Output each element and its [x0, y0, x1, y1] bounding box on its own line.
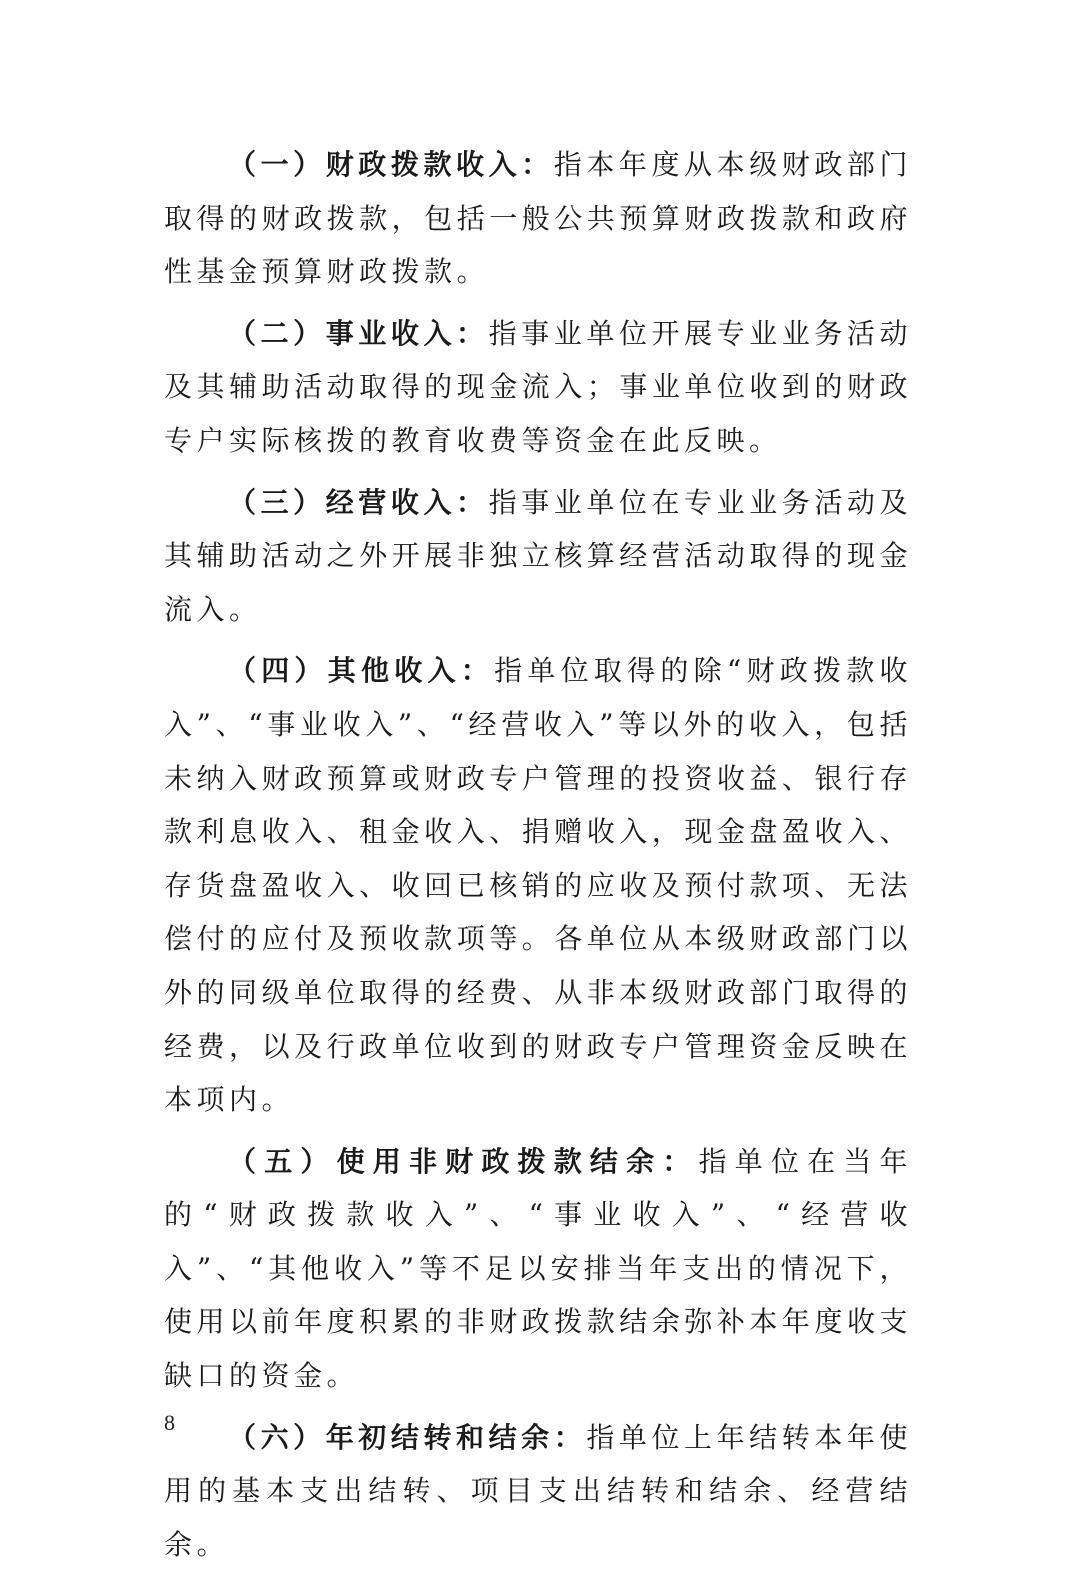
term-heading: （三）经营收入：: [228, 485, 489, 519]
page-number: 8: [164, 1410, 175, 1435]
paragraph-beginning-carryover: [164, 1411, 912, 1571]
term-heading: （五）使用非财政拨款结余：: [228, 1144, 699, 1178]
term-heading: （四）其他收入：: [228, 654, 495, 688]
term-definition: 指单位取得的除“财政拨款收入”、“事业收入”、“经营收入”等以外的收入，包括未纳入财政预算或财政专户管理的投资收益、银行存款利息收入、租金收入、捐赠收入，现金盘盈收入、存货盘盈收入、收回已核销的应收及预付款项、无法偿付的应付及预收款项等。各单位从本级财政部门以外的同级单位取得的经费、从非本级财政部门取得的经费，以及行政单位收到的财政专户管理资金反映在本项内。: [164, 654, 912, 1117]
term-definition: 指本年度从本级财政部门取得的财政拨款，包括一般公共预算财政拨款和政府性基金预算财政拨款。: [164, 148, 912, 289]
term-heading: （六）年初结转和结余：: [228, 1420, 587, 1454]
paragraph-fiscal-appropriation-income: [164, 138, 912, 299]
paragraph-non-fiscal-balance-use: [164, 1135, 912, 1403]
paragraph-business-income: [164, 307, 912, 468]
term-definition: 指单位在当年的“财政拨款收入”、“事业收入”、“经营收入”、“其他收入”等不足以安排当年支出的情况下，使用以前年度积累的非财政拨款结余弥补本年度收支缺口的资金。: [164, 1144, 912, 1393]
term-heading: （二）事业收入：: [228, 316, 489, 350]
term-heading: （一）财政拨款收入：: [228, 148, 554, 181]
paragraph-operating-income: [164, 476, 912, 637]
term-definition: 指事业单位在专业业务活动及其辅助活动之外开展非独立核算经营活动取得的现金流入。: [164, 485, 912, 626]
paragraph-other-income: [164, 644, 912, 1126]
term-definition: 指事业单位开展专业业务活动及其辅助活动取得的现金流入；事业单位收到的财政专户实际核拨的教育收费等资金在此反映。: [164, 316, 912, 457]
page-body: [164, 138, 912, 1571]
term-definition: 指单位上年结转本年使用的基本支出结转、项目支出结转和结余、经营结余。: [164, 1420, 912, 1561]
